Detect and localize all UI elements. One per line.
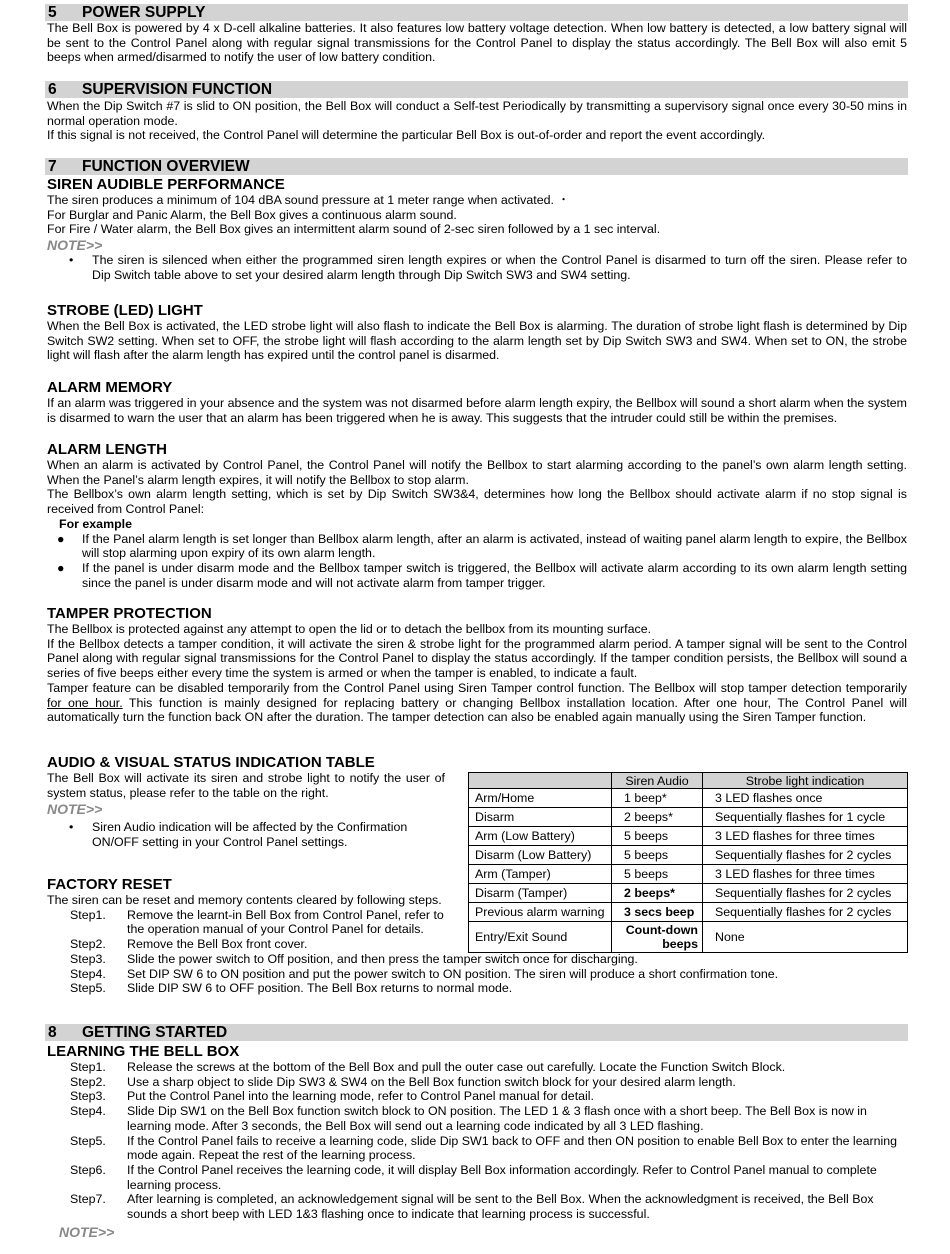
bullet-text: If the Panel alarm length is set longer than Bellbox alarm length, after an alarm is activated, instead of waiting panel alarm length to expire, the Bellbox will stop alarming upon expiry of its own alarm length. [82,531,907,561]
table-cell: Sequentially flashes for 2 cycles [703,846,908,865]
table-row [469,808,908,827]
learning-step [47,1075,907,1090]
siren-line: For Fire / Water alarm, the Bell Box gives an intermittent alarm sound of 2-sec siren followed by a 1 sec interval. [47,222,661,237]
learning-step [47,1134,907,1163]
table-cell: 3 LED flashes once [703,789,908,808]
step-label: Step2. [70,1074,106,1089]
table-cell: Sequentially flashes for 2 cycles [703,884,908,903]
step-label: Step4. [70,966,106,981]
siren-note-bullet [47,253,907,282]
step-text: Release the screws at the bottom of the Bell Box and pull the outer case out carefully. Locate the Function Switch Block. [127,1060,786,1074]
example-label: For example [59,516,132,531]
tamper-text-part: Tamper feature can be disabled temporarily from the Control Panel using Siren Tamper control function. The Bellbox will stop tamper detection temporarily [47,680,907,695]
step-label: Step7. [70,1192,106,1207]
tamper-text-1: The Bellbox is protected against any attempt to open the lid or to detach the bellbox from its mounting surface. [47,622,652,636]
bullet-text: The siren is silenced when either the programmed siren length expires or when the Control Panel is disarmed to turn off the siren. Please refer to Dip Switch table above to set your desired alarm length through Dip Switch SW3 and SW4 setting. [92,253,907,282]
table-cell: 2 beeps* [612,884,703,903]
table-cell: 3 LED flashes for three times [703,827,908,846]
table-cell: Sequentially flashes for 1 cycle [703,808,908,827]
note-label: NOTE>> [47,801,103,818]
power-supply-text: The Bell Box is powered by 4 x D-cell alkaline batteries. It also features low battery voltage detection. When low battery is detected, a low battery signal will be sent to the Control Panel along with regular signal transmissions for the Control Panel to display the status accordingly. The Bell Box will also emit 5 beeps when armed/disarmed to notify the user of low battery condition. [47,21,907,65]
step-text: If the Control Panel receives the learning code, it will display Bell Box information accordingly. Refer to Control Panel manual to complete learning process. [127,1162,877,1192]
table-cell: Arm/Home [469,789,612,808]
reset-step [47,937,907,952]
status-note-bullet [47,820,445,849]
step-text: Put the Control Panel into the learning mode, refer to Control Panel manual for detail. [127,1089,594,1104]
table-row [469,789,908,808]
table-cell: Arm (Tamper) [469,865,612,884]
reset-step [47,908,445,937]
section-title: FUNCTION OVERVIEW [82,158,250,175]
table-row [469,827,908,846]
section-number: 5 [48,4,57,21]
factory-reset-text: The siren can be reset and memory contents cleared by following steps. [47,893,442,907]
reset-step [47,952,907,967]
bullet-text: If the panel is under disarm mode and the Bellbox tamper switch is triggered, the Bellbox will activate alarm according to its own alarm length setting since the panel is under disarm mode and will not activate alarm from tamper trigger. [82,560,907,590]
alarm-length-text-2: The Bellbox’s own alarm length setting, which is set by Dip Switch SW3&4, determines how long the Bellbox should activate alarm if no stop signal is received from Control Panel: [47,487,907,517]
bullet-icon: • [69,820,74,835]
table-header [469,773,612,789]
table-cell: Previous alarm warning [469,903,612,922]
alarm-memory-heading: ALARM MEMORY [47,379,173,396]
table-cell: 3 LED flashes for three times [703,865,908,884]
table-cell: Arm (Low Battery) [469,827,612,846]
status-text: The Bell Box will activate its siren and strobe light to notify the user of system status, please refer to the table on the right. [47,771,445,800]
tamper-duration: for one hour. [47,695,123,710]
tamper-heading: TAMPER PROTECTION [47,605,212,622]
reset-step [47,967,907,982]
step-text: Slide the power switch to Off position, and then press the tamper switch once for discharging. [127,951,638,966]
section-title: GETTING STARTED [82,1024,228,1041]
learning-step [47,1192,907,1221]
step-label: Step3. [70,951,106,966]
step-label: Step3. [70,1089,106,1104]
table-cell: Disarm (Tamper) [469,884,612,903]
alarm-length-text-1: When an alarm is activated by Control Panel, the Control Panel will notify the Bellbox to start alarming according to the panel’s own alarm length setting. When the Panel’s alarm length expires, it will notify the Bellbox to stop alarm. [47,458,907,487]
siren-line: For Burglar and Panic Alarm, the Bell Box gives a continuous alarm sound. [47,207,457,222]
learning-step [47,1060,907,1075]
learning-step [47,1104,907,1133]
table-header: Strobe light indication [703,773,908,789]
learning-step [47,1089,907,1104]
note-label: NOTE>> [47,237,103,254]
table-header-row [469,773,908,789]
step-text: After learning is completed, an acknowledgement signal will be sent to the Bell Box. When the acknowledgment is received, the Bell Box sounds a short beep with LED 1&3 flashing once to indicate that learning process is successful. [127,1192,874,1222]
supervision-text-1: When the Dip Switch #7 is slid to ON position, the Bell Box will conduct a Self-test Periodically by transmitting a supervisory signal once every 30-50 mins in normal operation mode. [47,99,907,128]
table-cell: 1 beep* [612,789,703,808]
table-cell: 5 beeps [612,827,703,846]
section-title: SUPERVISION FUNCTION [82,81,273,98]
step-text: Slide DIP SW 6 to OFF position. The Bell Box returns to normal mode. [127,981,513,996]
section-5-heading [45,4,908,21]
step-text: Remove the Bell Box front cover. [127,937,308,952]
note-label: NOTE>> [59,1223,115,1240]
section-number: 8 [48,1024,57,1041]
learning-heading: LEARNING THE BELL BOX [47,1043,240,1060]
step-label: Step1. [70,1060,106,1074]
table-header: Siren Audio [612,773,703,789]
table-cell: Entry/Exit Sound [469,922,612,953]
strobe-heading: STROBE (LED) LIGHT [47,302,203,319]
example-bullet [47,561,907,590]
step-text: Slide Dip SW1 on the Bell Box function switch block to ON position. The LED 1 & 3 flash once with a short beep. The Bell Box is now in learning mode. After 3 seconds, the Bell Box will send out a learning code indicated by all 3 LED flashing. [127,1104,867,1133]
siren-heading: SIREN AUDIBLE PERFORMANCE [47,176,285,193]
table-cell: 5 beeps [612,865,703,884]
factory-reset-heading: FACTORY RESET [47,876,172,893]
table-cell: None [703,922,908,953]
step-label: Step1. [70,907,106,922]
section-number: 6 [48,81,57,98]
learning-step [47,1163,907,1192]
tamper-text-2: If the Bellbox detects a tamper condition, it will activate the siren & strobe light for the programmed alarm period. A tamper signal will be sent to the Control Panel along with regular signal transmissions for the Control Panel to display the status accordingly. If the tamper condition persists, the Bellbox will sound a series of five beeps either every time the system is armed or when the tamper is enabled, to indicate a fault. [47,636,907,681]
step-label: Step5. [70,981,106,996]
table-cell: Count-down beeps [612,922,703,953]
section-7-heading [45,158,908,175]
example-bullet [47,532,907,561]
supervision-text-2: If this signal is not received, the Control Panel will determine the particular Bell Box is out-of-order and report the event accordingly. [47,128,766,143]
bullet-icon: ● [57,531,65,546]
step-label: Step2. [70,937,106,952]
step-label: Step6. [70,1162,106,1177]
step-text: Remove the learnt-in Bell Box from Control Panel, refer to the operation manual of your Control Panel for details. [127,907,444,937]
table-cell: 5 beeps [612,846,703,865]
table-row [469,846,908,865]
table-cell: 2 beeps* [612,808,703,827]
bullet-icon: • [69,253,74,268]
step-text: If the Control Panel fails to receive a learning code, slide Dip SW1 back to OFF and then ON position to enable Bell Box to enter the learning mode again. Repeat the rest of the learning process. [127,1133,898,1163]
section-number: 7 [48,158,57,175]
alarm-length-heading: ALARM LENGTH [47,441,167,458]
alarm-memory-text: If an alarm was triggered in your absence and the system was not disarmed before alarm length expiry, the Bellbox will sound a short alarm when the system is disarmed to warn the user that an alarm has been triggered when he is away. This suggests that the intruder could still be within the premises. [47,396,907,425]
tamper-text-part: This function is mainly designed for replacing battery or changing Bellbox installation location. After one hour, The Control Panel will automatically turn the function back ON after the duration. The tamper detection can also be enabled again manually using the Siren Tamper function. [47,695,907,725]
strobe-text: When the Bell Box is activated, the LED strobe light will also flash to indicate the Bell Box is alarming. The duration of strobe light flash is determined by Dip Switch SW2 setting. When set to OFF, the strobe light will flash according to the alarm length set by Dip Switch SW3 and SW4. When set to ON, the strobe light will flash after the alarm length has expired until the control panel is disarmed. [47,319,907,363]
status-table-heading: AUDIO & VISUAL STATUS INDICATION TABLE [47,754,375,771]
reset-step [47,981,907,996]
siren-line: The siren produces a minimum of 104 dBA sound pressure at 1 meter range when activated. ・ [47,193,570,207]
bullet-text: Siren Audio indication will be affected by the Confirmation ON/OFF setting in your Control Panel settings. [92,820,408,850]
step-text: Set DIP SW 6 to ON position and put the power switch to ON position. The siren will produce a short confirmation tone. [127,966,779,981]
section-title: POWER SUPPLY [82,4,206,21]
step-label: Step5. [70,1133,106,1148]
table-cell: Disarm (Low Battery) [469,846,612,865]
section-8-heading [45,1024,908,1041]
step-text: Use a sharp object to slide Dip SW3 & SW4 on the Bell Box function switch block for your desired alarm length. [127,1074,736,1089]
table-cell: Disarm [469,808,612,827]
step-label: Step4. [70,1104,106,1119]
tamper-text-3 [47,681,907,725]
table-cell: 3 secs beep [612,903,703,922]
section-6-heading [45,81,908,98]
table-cell: Sequentially flashes for 2 cycles [703,903,908,922]
bullet-icon: ● [57,560,65,575]
